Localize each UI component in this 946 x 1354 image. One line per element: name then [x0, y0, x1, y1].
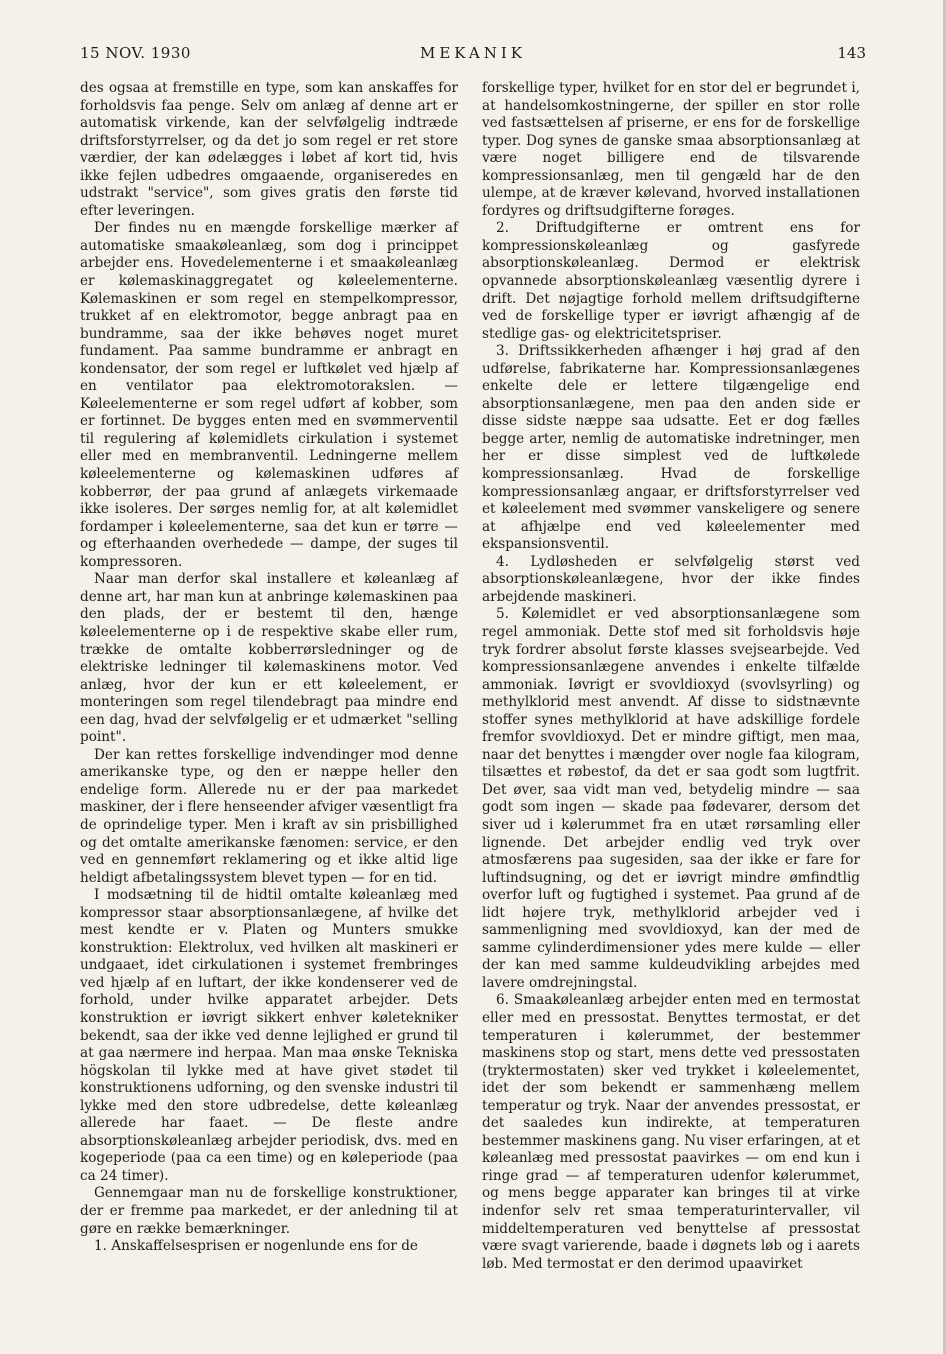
paragraph: 1. Anskaffelsesprisen er nogenlunde ens for de [94, 1238, 418, 1255]
running-header [80, 44, 866, 68]
paragraph: Naar man derfor skal installere et køleanlæg af denne art, har man kun at anbringe kølemaskinen paa den plads, der er bestemt til den, hænge køleelementerne op i de respektive skabe eller rum, trække de omtalte kobberrørsledninger og de elektriske ledninger til kølemaskinens motor. Ved anlæg, hvor der kun er ett køleelement, er monteringen som regel tilendebragt paa mindre end een dag, hvad der selvfølgelig er et udmærket "selling point". [80, 571, 458, 746]
paragraph: I modsætning til de hidtil omtalte køleanlæg med kompressor staar absorptionsanlægene, af hvilke det mest kendte er v. Platen og Munters smukke konstruktion: Elektrolux, ved hvilken alt maskineri er undgaaet, idet cirkulationen i systemet frembringes ved hjælp af en luftart, der ikke kondenserer ved de forhold, under hvilke apparatet arbejder. Dets konstruktion er iøvrigt sikkert enhver køletekniker bekendt, saa der ikke ved denne lejlighed er grund til at gaa nærmere ind herpaa. Man maa ønske Tekniska högskolan til lykke med at have givet stødet til konstruktionens udforning, og den svenske industri til lykke med den store udbredelse, dette køleanlæg allerede har faaet. — De fleste andre absorptionskøleanlæg arbejder periodisk, dvs. med en kogeperiode (paa ca een time) og en køleperiode (paa ca 24 timer). [80, 887, 458, 1184]
paragraph: Gennemgaar man nu de forskellige konstruktioner, der er fremme paa markedet, er der anledning til at gøre en række bemærkninger. [80, 1185, 458, 1237]
left-column [80, 80, 458, 1256]
paragraph: des ogsaa at fremstille en type, som kan anskaffes for forholdsvis faa penge. Selv om anlæg af denne art er automatisk virkende, kan der selvfølgelig indtræde driftsforstyrrelser, og da det jo som regel er ret store værdier, der kan ødelægges i løbet af kort tid, hvis ikke fejlen udbedres omgaaende, organiseredes en udstrakt "service", som gives gratis den første tid efter leveringen. [80, 80, 458, 219]
paragraph: Der kan rettes forskellige indvendinger mod denne amerikanske type, og den er næppe heller den endelige form. Allerede nu er der paa markedet maskiner, der i flere henseender afviger væsentligt fra de oprindelige typer. Men i kraft av sin prisbillighed og det omtalte amerikanske fænomen: service, er den ved en gennemført reklamering og et ikke altid lige heldigt afbetalingssystem blevet typen — for en tid. [80, 746, 458, 886]
paragraph: Der findes nu en mængde forskellige mærker af automatiske smaakøleanlæg, som dog i princippet arbejder ens. Hovedelementerne i et smaakøleanlæg er kølemaskinaggregatet og køleelementerne. Kølemaskinen er som regel en stempelkompressor, trukket af en elektromotor, begge anbragt paa en bundramme, saa der ikke behøves noget muret fundament. Paa samme bundramme er anbragt en kondensator, der som regel er luftkølet ved hjælp af en ventilator paa elektromotorakslen. — Køleelementerne er som regel udført af kobber, som er fortinnet. De bygges enten med en svømmerventil til regulering af kølemidlets cirkulation i systemet eller med en membranventil. Ledningerne mellem køleelementerne og kølemaskinen udføres af kobberrør, der paa grund af anlægets virkemaade ikke isoleres. Der sørges nemlig for, at alt kølemidlet fordamper i køleelementerne, saa det kun er tørre — og efterhaanden overhedede — dampe, der suges til kompressoren. [80, 220, 458, 570]
paragraph: 2. Driftudgifterne er omtrent ens for kompressionskøleanlæg og gasfyrede absorptionskøleanlæg. Dermod er elektrisk opvannede absorptionskøleanlæg væsentlig dyrere i drift. Det nøjagtige forhold mellem driftsudgifterne ved de forskellige typer er iøvrigt afhængig af de stedlige gas- og elektricitetspriser. [482, 220, 860, 342]
paragraph: 6. Smaakøleanlæg arbejder enten med en termostat eller med en pressostat. Benyttes termostat, er det temperaturen i kølerummet, der bestemmer maskinens stop og start, mens dette ved pressostaten (tryktermostaten) sker ved trykket i køleelementet, idet der som bekendt er sammenhæng mellem temperatur og tryk. Naar der anvendes pressostat, er det saaledes kun indirekte, at temperaturen bestemmer maskinens gang. Nu viser erfaringen, at et køleanlæg med pressostat paavirkes — om end kun i ringe grad — af temperaturen udenfor kølerummet, og mens begge apparater kan bringes til at virke indenfor selv ret smaa temperaturintervaller, vil middeltemperaturen ved benyttelse af pressostat være svagt varierende, baade i døgnets løb og i aarets løb. Med termostat er den derimod upaavirket [482, 992, 860, 1272]
paragraph: forskellige typer, hvilket for en stor del er begrundet i, at handelsomkostningerne, der spiller en stor rolle ved fastsættelsen af priserne, er ens for de forskellige typer. Dog synes de ganske smaa absorptionsanlæg at være noget billigere end de tilsvarende kompressionsanlæg, men til gengæld har de den ulempe, at de kræver kølevand, hvorved installationen fordyres og driftsudgifterne forøges. [482, 80, 860, 219]
paragraph: 5. Kølemidlet er ved absorptionsanlægene som regel ammoniak. Dette stof med sit forholdsvis høje tryk fordrer absolut første klasses svejsearbejde. Ved kompressionsanlægene anvendes i enkelte tilfælde ammoniak. Iøvrigt er svovldioxyd (svovlsyrling) og methylklorid mest anvendt. Af disse to sidstnævnte stoffer synes methylklorid at have adskillige fordele fremfor svovldioxyd. Det er mindre giftigt, men maa, naar det benyttes i mængder over nogle faa kilogram, tilsættes et røbestof, da det er saa godt som lugtfrit. Det øver, saa vidt man ved, betydelig mindre — saa godt som ingen — skade paa fødevarer, dersom det siver ud i kølerummet fra en utæt rørsamling eller lignende. Det arbejder endlig ved tryk over atmosfærens paa sugesiden, saa der ikke er fare for luftindsugning, og det er iøvrigt mindre ømfindtlig overfor luft og fugtighed i systemet. Paa grund af de lidt højere tryk, methylklorid arbejder ved i sammenligning med svovldioxyd, kan der med de samme cylinderdimensioner ydes mere kulde — eller der kan med samme kuldeudvikling arbejdes med lavere omdrejningstal. [482, 606, 860, 991]
paragraph: 4. Lydløsheden er selvfølgelig størst ved absorptionskøleanlægene, hvor der ikke findes arbejdende maskineri. [482, 553, 860, 605]
right-column [482, 80, 860, 1273]
page-number: 143 [837, 44, 866, 62]
paragraph: 3. Driftssikkerheden afhænger i høj grad af den udførelse, fabrikaterne har. Kompressionsanlægenes enkelte dele er lettere tilgængelige end absorptionsanlægene, men paa den anden side er disse sidste næppe saa udsatte. Eet er dog fælles begge arter, nemlig de automatiske indretninger, men her er disse simplest ved de luftkølede kompressionsanlæg. Hvad de forskellige kompressionsanlæg angaar, er driftsforstyrrelser ved et køleelement med svømmer vanskeligere og senere at afhjælpe end ved køleelementer med ekspansionsventil. [482, 343, 860, 553]
issue-date: 15 NOV. 1930 [80, 44, 191, 62]
journal-title: MEKANIK [420, 44, 526, 62]
